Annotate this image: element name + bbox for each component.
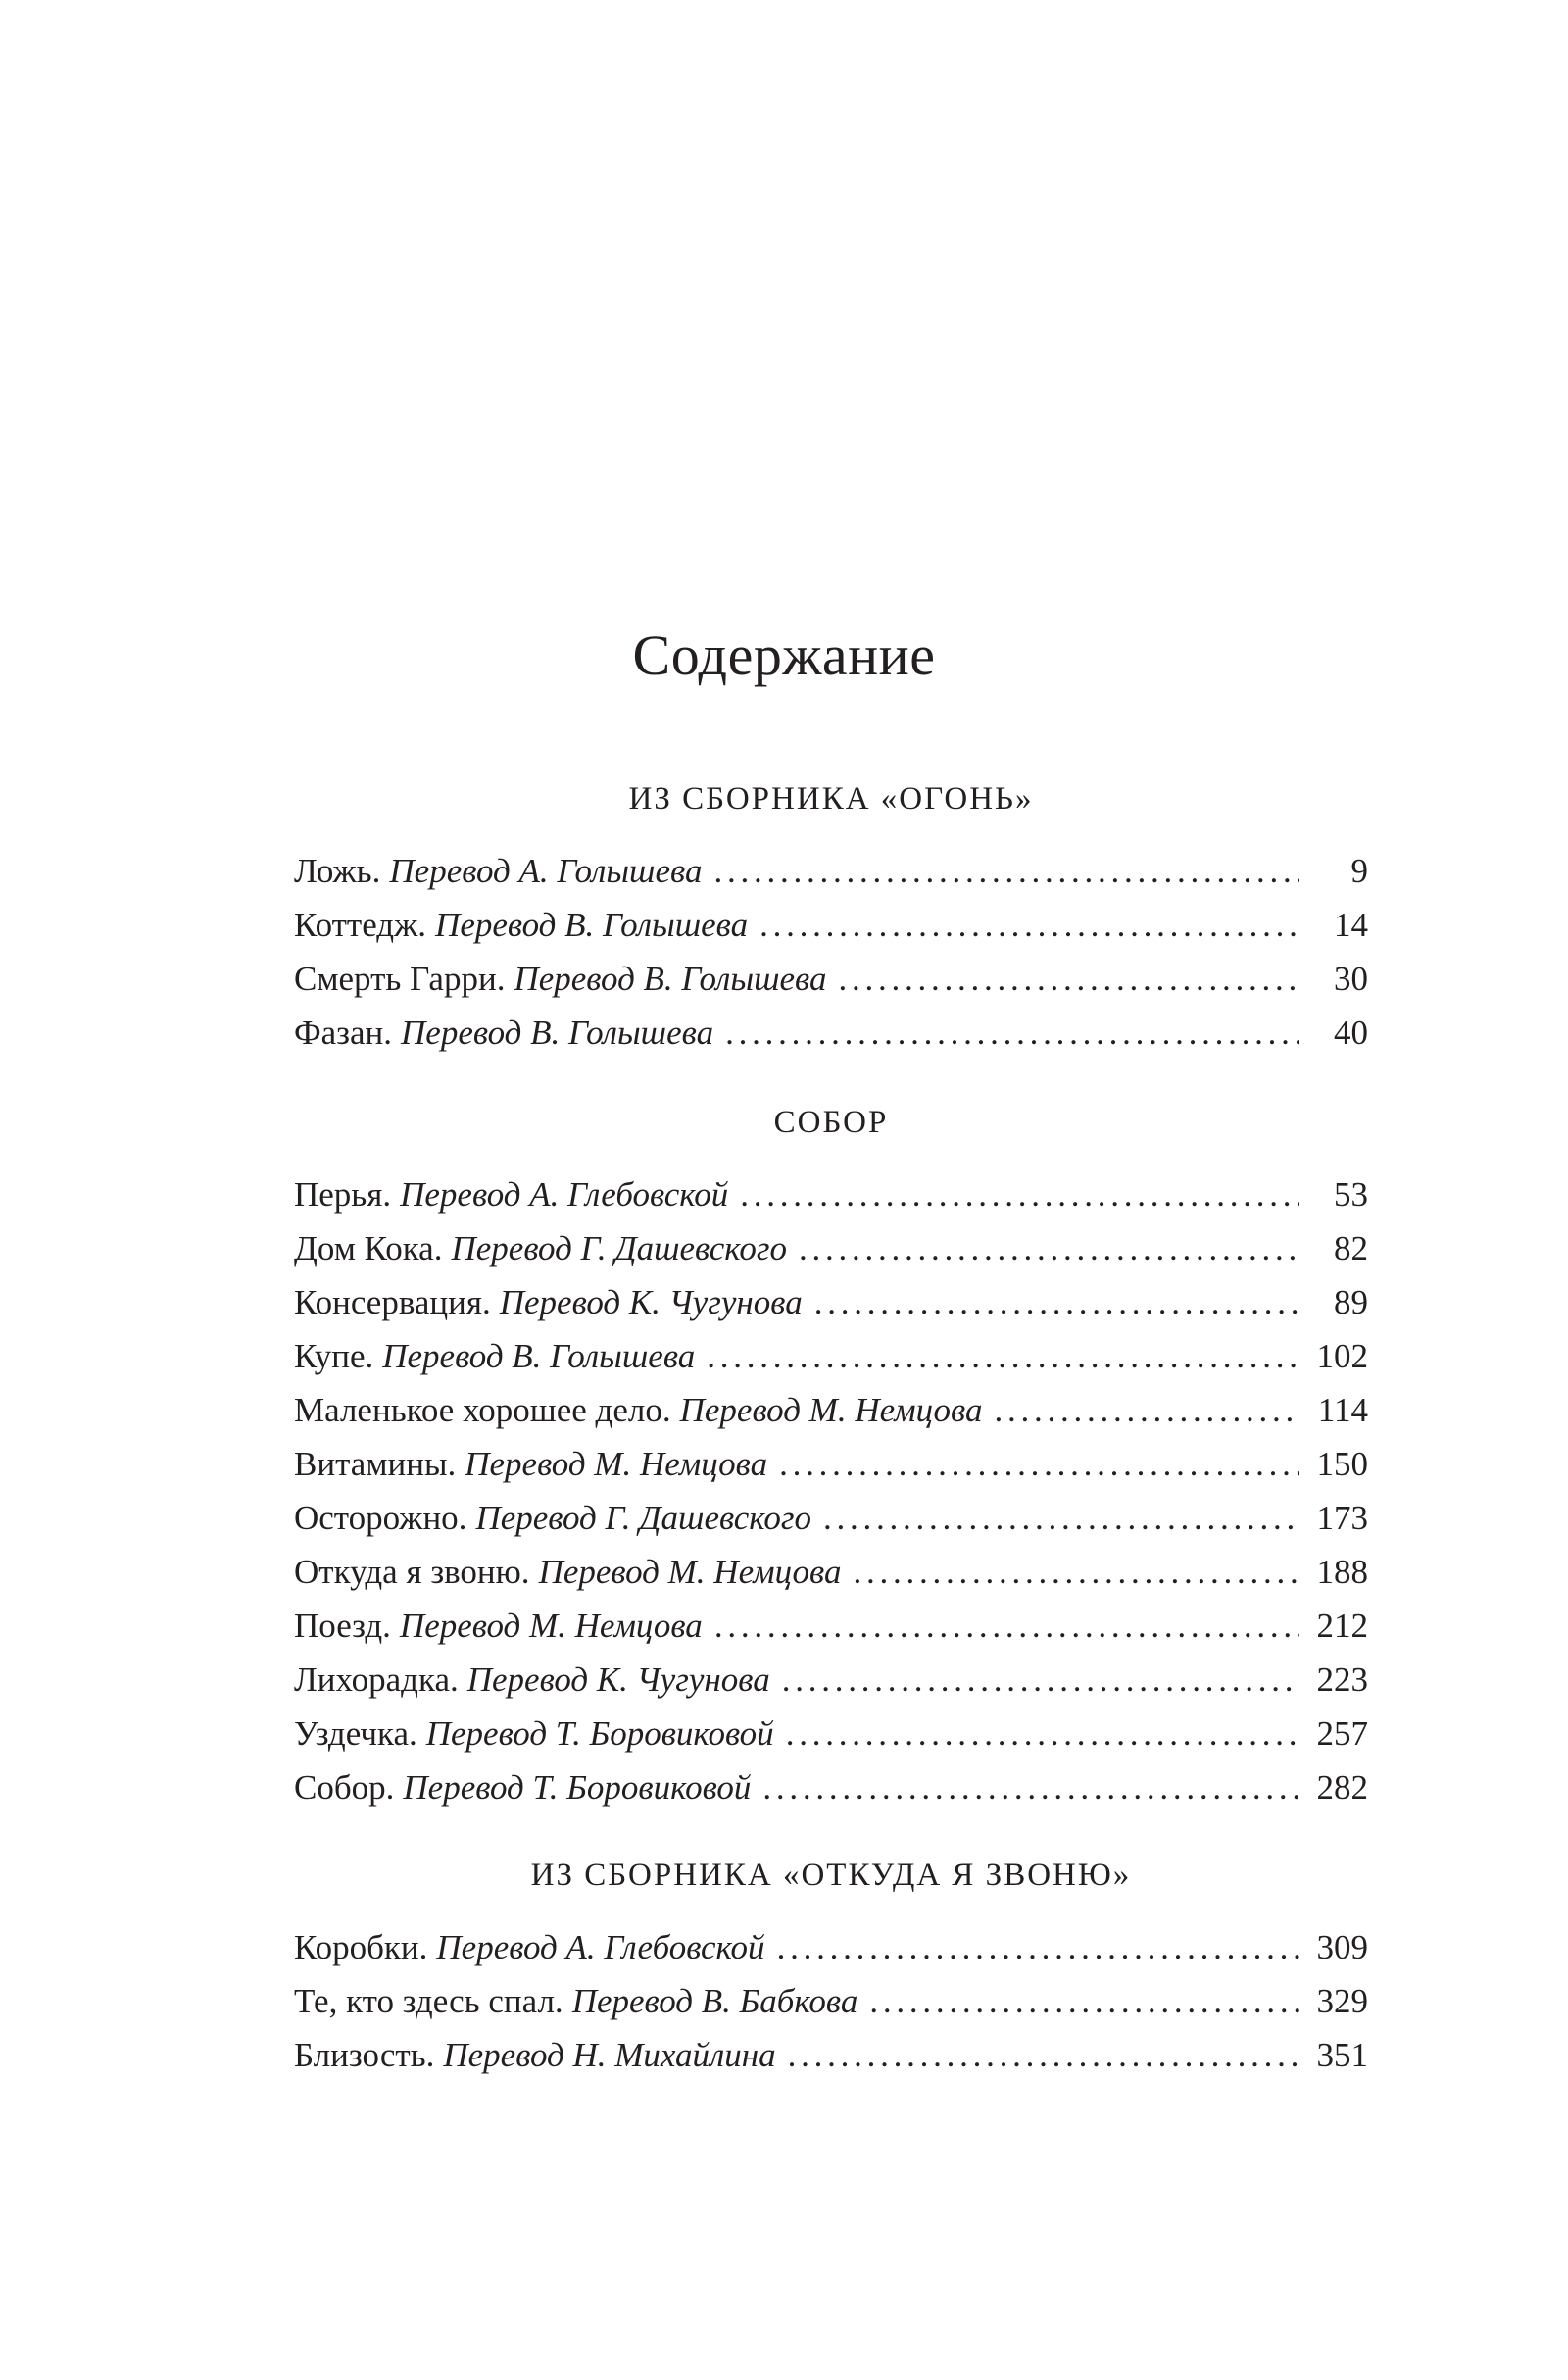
- dot-leader: [740, 1167, 1299, 1221]
- toc-entry[interactable]: [294, 1974, 1368, 2028]
- entry-page-number: 150: [1316, 1445, 1368, 1483]
- toc-entry[interactable]: [294, 1329, 1368, 1383]
- toc-entry-list: [294, 1920, 1368, 2082]
- entry-page-number: 351: [1316, 2036, 1368, 2074]
- page-title: Содержание: [632, 623, 936, 687]
- entry-title: Откуда я звоню.: [294, 1553, 530, 1591]
- dot-leader: [762, 1760, 1299, 1814]
- dot-leader: [725, 1006, 1299, 1060]
- toc-entry[interactable]: [294, 1545, 1368, 1599]
- dot-leader: [782, 1653, 1299, 1707]
- entry-page-number: 188: [1316, 1553, 1368, 1591]
- toc-entry[interactable]: [294, 1167, 1368, 1221]
- toc-section-fire: [294, 779, 1368, 1060]
- entry-translator: Перевод Г. Дашевского: [475, 1499, 811, 1537]
- dot-leader: [779, 1437, 1299, 1491]
- toc-entry[interactable]: [294, 2028, 1368, 2082]
- entry-translator: Перевод В. Бабкова: [571, 1982, 858, 2020]
- entry-translator: Перевод М. Немцова: [538, 1553, 842, 1591]
- entry-translator: Перевод В. Голышева: [382, 1337, 696, 1375]
- toc-entry[interactable]: [294, 1437, 1368, 1491]
- entry-page-number: 173: [1316, 1499, 1368, 1537]
- dot-leader: [814, 1275, 1299, 1329]
- entry-title: Поезд.: [294, 1607, 391, 1645]
- entry-page-number: 9: [1350, 852, 1368, 890]
- entry-page-number: 212: [1316, 1607, 1368, 1645]
- dot-leader: [707, 1329, 1299, 1383]
- entry-translator: Перевод Н. Михайлина: [443, 2036, 776, 2074]
- dot-leader: [853, 1545, 1299, 1599]
- dot-leader: [777, 1920, 1299, 1974]
- entry-page-number: 14: [1334, 906, 1368, 944]
- dot-leader: [799, 1221, 1299, 1275]
- entry-page-number: 30: [1334, 960, 1368, 998]
- toc-entry[interactable]: [294, 898, 1368, 952]
- entry-translator: Перевод В. Голышева: [401, 1014, 714, 1052]
- toc-entry[interactable]: [294, 1653, 1368, 1707]
- entry-page-number: 102: [1316, 1337, 1368, 1375]
- dot-leader: [994, 1383, 1299, 1437]
- dot-leader: [869, 1974, 1299, 2028]
- entry-page-number: 114: [1317, 1391, 1368, 1429]
- entry-translator: Перевод М. Немцова: [465, 1445, 768, 1483]
- entry-page-number: 82: [1334, 1229, 1368, 1267]
- section-heading: ИЗ СБОРНИКА «ОТКУДА Я ЗВОНЮ»: [530, 1858, 1132, 1893]
- entry-title: Витамины.: [294, 1445, 457, 1483]
- toc-section-where-calling: [294, 1856, 1368, 2082]
- entry-translator: Перевод М. Немцова: [679, 1391, 983, 1429]
- entry-page-number: 309: [1316, 1928, 1368, 1966]
- entry-translator: Перевод В. Голышева: [435, 906, 749, 944]
- entry-title: Те, кто здесь спал.: [294, 1982, 564, 2020]
- section-heading: СОБОР: [773, 1105, 889, 1140]
- toc-entry[interactable]: [294, 1383, 1368, 1437]
- toc-entry-list: [294, 1167, 1368, 1814]
- entry-translator: Перевод А. Глебовской: [400, 1175, 729, 1214]
- entry-translator: Перевод Г. Дашевского: [451, 1229, 788, 1267]
- entry-page-number: 89: [1334, 1283, 1368, 1321]
- toc-entry[interactable]: [294, 1707, 1368, 1760]
- entry-title: Смерть Гарри.: [294, 960, 506, 998]
- entry-page-number: 282: [1316, 1768, 1368, 1807]
- entry-title: Купе.: [294, 1337, 374, 1375]
- entry-translator: Перевод М. Немцова: [399, 1607, 703, 1645]
- entry-title: Дом Кока.: [294, 1229, 443, 1267]
- toc-entry[interactable]: [294, 1599, 1368, 1653]
- toc-entry[interactable]: [294, 1221, 1368, 1275]
- dot-leader: [760, 898, 1299, 952]
- entry-translator: Перевод А. Глебовской: [436, 1928, 765, 1966]
- entry-title: Коттедж.: [294, 906, 427, 944]
- entry-translator: Перевод А. Голышева: [389, 852, 703, 890]
- dot-leader: [713, 844, 1299, 898]
- entry-page-number: 329: [1316, 1982, 1368, 2020]
- entry-title: Консервация.: [294, 1283, 491, 1321]
- entry-title: Ложь.: [294, 852, 381, 890]
- entry-translator: Перевод Т. Боровиковой: [403, 1768, 752, 1807]
- entry-title: Уздечка.: [294, 1714, 417, 1753]
- dot-leader: [786, 1707, 1299, 1760]
- entry-title: Осторожно.: [294, 1499, 467, 1537]
- entry-title: Коробки.: [294, 1928, 428, 1966]
- entry-page-number: 40: [1334, 1014, 1368, 1052]
- entry-title: Перья.: [294, 1175, 392, 1214]
- entry-title: Маленькое хорошее дело.: [294, 1391, 671, 1429]
- toc-entry[interactable]: [294, 1491, 1368, 1545]
- entry-title: Фазан.: [294, 1014, 393, 1052]
- entry-translator: Перевод К. Чугунова: [499, 1283, 803, 1321]
- toc-entry[interactable]: [294, 1920, 1368, 1974]
- toc-entry[interactable]: [294, 952, 1368, 1006]
- entry-translator: Перевод Т. Боровиковой: [425, 1714, 774, 1753]
- dot-leader: [839, 952, 1299, 1006]
- dot-leader: [714, 1599, 1299, 1653]
- toc-entry-list: [294, 844, 1368, 1060]
- entry-page-number: 223: [1316, 1661, 1368, 1699]
- toc-entry[interactable]: [294, 844, 1368, 898]
- entry-translator: Перевод К. Чугунова: [466, 1661, 770, 1699]
- entry-title: Собор.: [294, 1768, 395, 1807]
- entry-translator: Перевод В. Голышева: [514, 960, 827, 998]
- toc-entry[interactable]: [294, 1275, 1368, 1329]
- section-heading: ИЗ СБОРНИКА «ОГОНЬ»: [628, 781, 1034, 817]
- entry-title: Лихорадка.: [294, 1661, 459, 1699]
- toc-section-cathedral: [294, 1103, 1368, 1814]
- entry-title: Близость.: [294, 2036, 435, 2074]
- toc-entry[interactable]: [294, 1760, 1368, 1814]
- dot-leader: [788, 2028, 1299, 2082]
- entry-page-number: 53: [1334, 1175, 1368, 1214]
- dot-leader: [823, 1491, 1299, 1545]
- entry-page-number: 257: [1316, 1714, 1368, 1753]
- toc-entry[interactable]: [294, 1006, 1368, 1060]
